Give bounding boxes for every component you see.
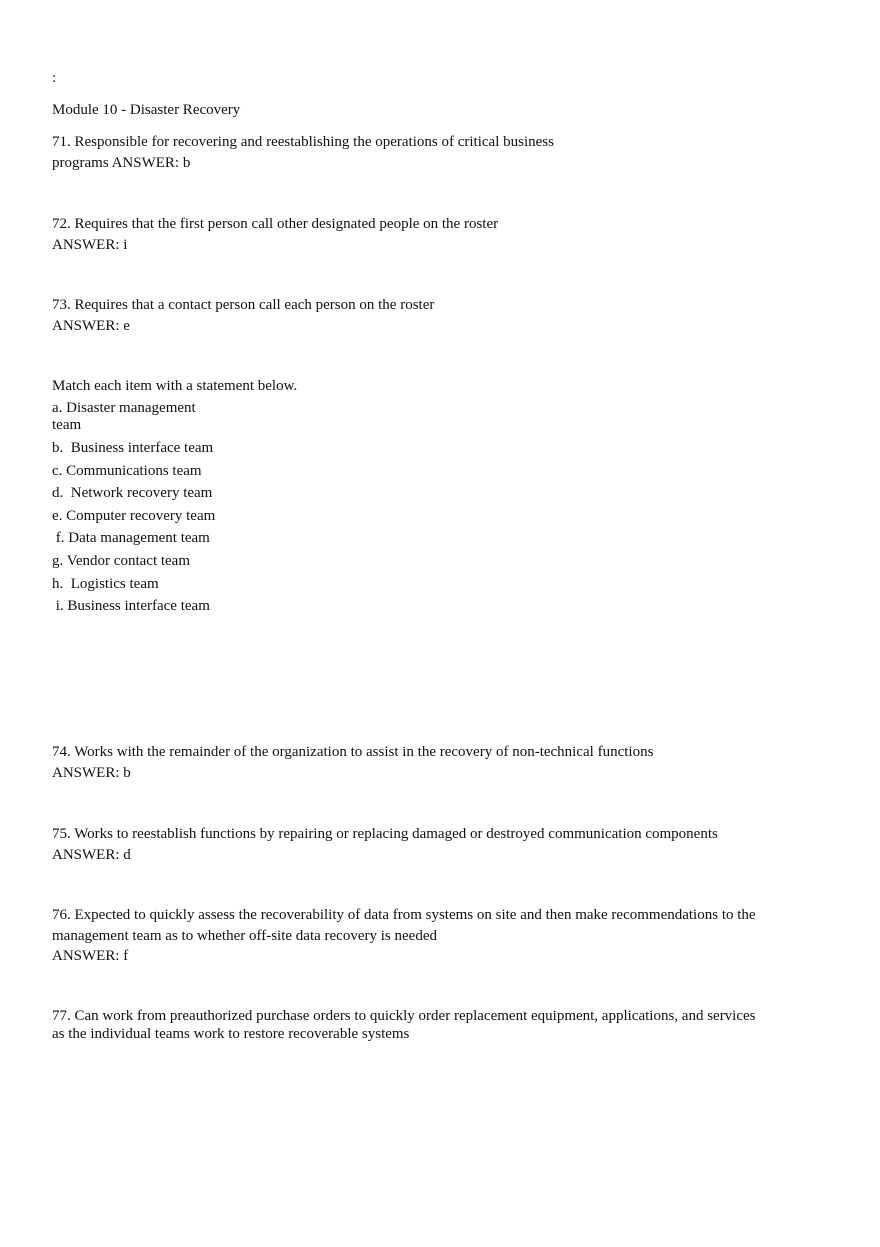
question-answer: ANSWER: i <box>52 237 128 253</box>
match-instruction: Match each item with a statement below. <box>52 378 298 394</box>
match-item: b. Business interface team <box>52 440 214 456</box>
colon-mark: : <box>52 70 57 86</box>
question-text: 75. Works to reestablish functions by repairing or replacing damaged or destroyed communication components <box>52 826 718 842</box>
question-text-cont: as the individual teams work to restore recoverable systems <box>52 1026 410 1042</box>
question-text: 73. Requires that a contact person call each person on the roster <box>52 297 435 313</box>
question-answer: programs ANSWER: b <box>52 155 191 171</box>
match-item: i. Business interface team <box>52 598 210 614</box>
question-text: 74. Works with the remainder of the organization to assist in the recovery of non-technical functions <box>52 744 654 760</box>
match-item: f. Data management team <box>52 530 210 546</box>
question-answer: ANSWER: b <box>52 765 131 781</box>
question-text: 72. Requires that the first person call other designated people on the roster <box>52 216 499 232</box>
question-text-cont: management team as to whether off-site data recovery is needed <box>52 928 437 944</box>
question-answer: ANSWER: e <box>52 318 130 334</box>
match-item: g. Vendor contact team <box>52 553 191 569</box>
match-item-a: a. Disaster management <box>52 400 196 416</box>
match-item-a-cont: team <box>52 417 82 433</box>
match-item: h. Logistics team <box>52 576 159 592</box>
match-item: d. Network recovery team <box>52 485 213 501</box>
question-text: 77. Can work from preauthorized purchase orders to quickly order replacement equipment, applications, and services <box>52 1008 756 1024</box>
page-title: Module 10 - Disaster Recovery <box>52 102 241 118</box>
match-item: e. Computer recovery team <box>52 508 216 524</box>
question-answer: ANSWER: d <box>52 847 131 863</box>
question-answer: ANSWER: f <box>52 948 129 964</box>
question-text: 76. Expected to quickly assess the recoverability of data from systems on site and then make recommendations to the <box>52 907 756 923</box>
question-text: 71. Responsible for recovering and reestablishing the operations of critical business <box>52 134 554 150</box>
match-item: c. Communications team <box>52 463 202 479</box>
